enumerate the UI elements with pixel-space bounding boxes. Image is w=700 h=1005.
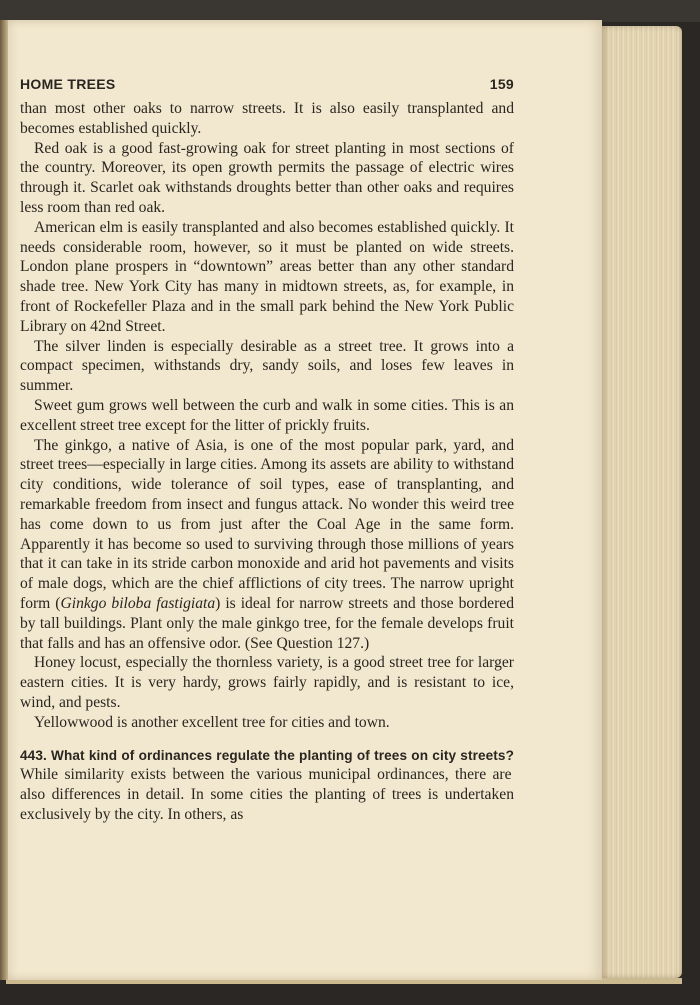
running-head-title: HOME TREES [20, 76, 116, 92]
book-spine [0, 20, 8, 980]
paragraph-honey-locust: Honey locust, especially the thornless variety, is a good street tree for larger eastern cities. It is very hardy, grows fairly rapidly, and is resistant to ice, wind, and pests. [20, 654, 514, 711]
backdrop [0, 0, 700, 22]
page-edges [600, 26, 682, 978]
paragraph-oaks-continued: than most other oaks to narrow streets. It is also easily transplanted and becomes established quickly. [20, 100, 514, 137]
ginkgo-text-before: The ginkgo, a native of Asia, is one of the most popular park, yard, and street trees—especially in large cities. Among its assets are ability to withstand city conditions, wide tolerance of soil types, ease of transplanting, and remarkable freedom from insect and fungus attack. No wonder this weird tree has come down to us from just after the Coal Age in the same form. Apparently it has become so used to surviving through those millions of years that it can take in its stride carbon monoxide and arid hot pavements and visits of male dogs, which are the chief afflictions of city trees. The narrow upright form ( [20, 436, 514, 612]
question-443 [20, 746, 514, 825]
paragraph-red-oak: Red oak is a good fast-growing oak for street planting in most sections of the country. Moreover, its open growth permits the passage of electric wires through it. Scarlet oak withstands droughts better than other oaks and requires less room than red oak. [20, 139, 514, 216]
ginkgo-scientific-name: Ginkgo biloba fastigiata [60, 594, 216, 612]
paragraph-silver-linden: The silver linden is especially desirable as a street tree. It grows into a compact specimen, withstands dry, sandy soils, and loses few leaves in summer. [20, 337, 514, 395]
page-number: 159 [489, 76, 514, 92]
paragraph-sweet-gum: Sweet gum grows well between the curb and walk in some cities. This is an excellent street tree except for the litter of prickly fruits. [20, 396, 514, 434]
page-content [20, 76, 514, 825]
question-heading: 443. What kind of ordinances regulate the planting of trees on city streets? [20, 747, 514, 763]
paragraph-american-elm: American elm is easily transplanted and also becomes established quickly. It needs considerable room, however, so it must be planted on wide streets. London plane prospers in “downtown” areas better than any other standard shade tree. New York City has many in midtown streets, as, for example, in front of Rockefeller Plaza and in the small park behind the New York Public Library on 42nd Street. [20, 218, 514, 335]
paragraph-yellowwood: Yellowwood is another excellent tree for cities and town. [34, 713, 390, 731]
question-answer: While similarity exists between the various municipal ordinances, there are also differences in detail. In some cities the planting of trees is undertaken exclusively by the city. In others, as [20, 766, 514, 823]
running-head [20, 76, 514, 98]
paragraph-ginkgo [20, 436, 514, 654]
ginkgo-text-after: ) is ideal for narrow streets and those bordered by tall buildings. Plant only the male ginkgo tree, for the female develops fruit that falls and has an offensive odor. (See Question 127.) [20, 594, 514, 652]
